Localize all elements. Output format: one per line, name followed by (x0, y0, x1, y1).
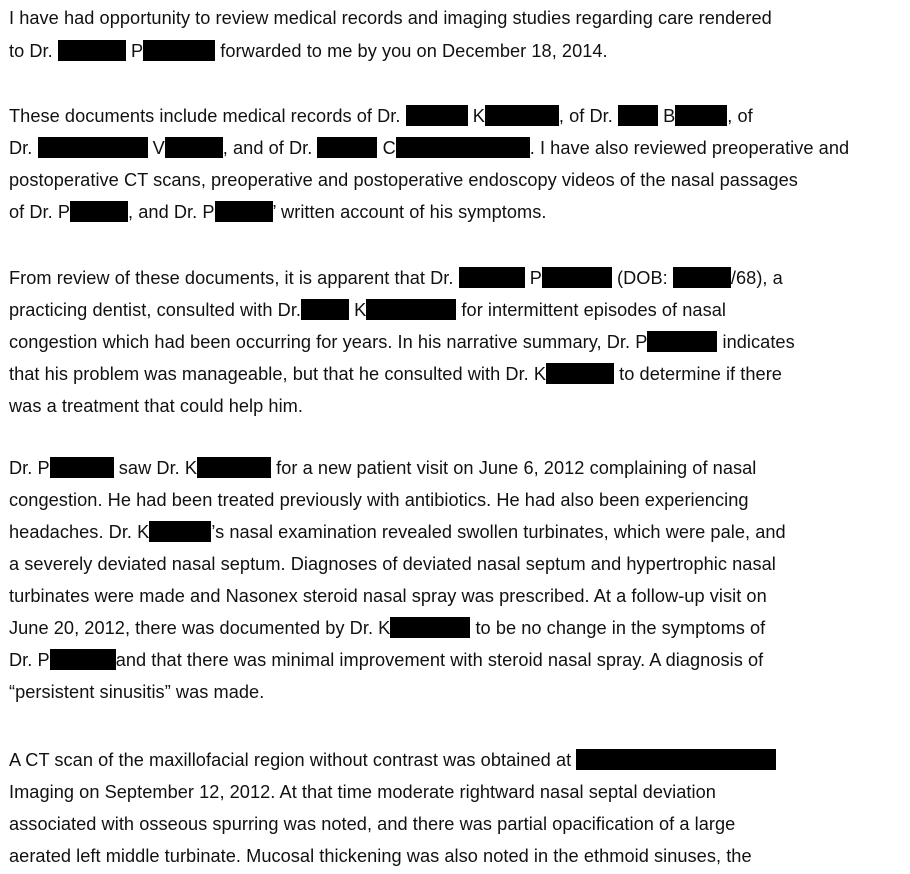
line-text: , of (727, 106, 753, 126)
line-text: From review of these documents, it is apparent that Dr. (9, 268, 459, 288)
redaction-bar (38, 137, 148, 158)
redaction-bar (317, 137, 377, 158)
text-line (9, 35, 608, 67)
redaction-bar (675, 105, 727, 126)
line-text: for intermittent episodes of nasal (456, 300, 726, 320)
redaction-bar (215, 201, 273, 222)
text-line (9, 612, 765, 644)
line-text: V (147, 138, 165, 158)
redaction-bar (647, 331, 717, 352)
text-line (9, 132, 849, 164)
line-text: K (467, 106, 485, 126)
text-line (9, 676, 264, 708)
line-text: and that there was minimal improvement with steroid nasal spray. A diagnosis of (115, 650, 764, 670)
text-line (9, 484, 749, 516)
line-text: associated with osseous spurring was noted, and there was partial opacification of a large (9, 814, 736, 834)
line-text: A CT scan of the maxillofacial region without contrast was obtained at (9, 750, 577, 770)
redaction-bar (618, 105, 658, 126)
line-text: to determine if there (614, 364, 782, 384)
line-text: C (377, 138, 396, 158)
redaction-bar (197, 457, 271, 478)
text-line (9, 580, 767, 612)
line-text: ’ written account of his symptoms. (272, 202, 547, 222)
text-line (9, 452, 756, 484)
line-text: . I have also reviewed preoperative and (529, 138, 850, 158)
line-text: /68), a (730, 268, 783, 288)
line-text: of Dr. P (9, 202, 71, 222)
line-text: B (657, 106, 676, 126)
redaction-bar (58, 40, 126, 61)
text-line (9, 164, 798, 196)
redaction-bar (546, 363, 614, 384)
line-text: postoperative CT scans, preoperative and postoperative endoscopy videos of the nasal passages (9, 170, 798, 190)
redaction-bar (406, 105, 468, 126)
line-text: to be no change in the symptoms of (470, 618, 766, 638)
line-text: Dr. P (9, 650, 50, 670)
line-text: , and Dr. P (128, 202, 215, 222)
line-text: practicing dentist, consulted with Dr. (9, 300, 302, 320)
text-line (9, 390, 303, 422)
line-text: for a new patient visit on June 6, 2012 complaining of nasal (271, 458, 757, 478)
line-text: to Dr. (9, 41, 58, 61)
redaction-bar (390, 617, 470, 638)
redaction-bar (165, 137, 223, 158)
text-line (9, 744, 776, 776)
line-text: congestion. He had been treated previously with antibiotics. He had also been experiencing (9, 490, 749, 510)
redaction-bar (576, 749, 776, 770)
text-line (9, 2, 772, 34)
redaction-bar (70, 201, 128, 222)
line-text: , of Dr. (558, 106, 618, 126)
text-line (9, 776, 716, 808)
text-line (9, 358, 782, 390)
text-line (9, 294, 726, 326)
text-line (9, 100, 753, 132)
line-text: (DOB: (611, 268, 673, 288)
line-text: aerated left middle turbinate. Mucosal thickening was also noted in the ethmoid sinuses, the (9, 846, 752, 866)
line-text: “persistent sinusitis” was made. (9, 682, 265, 702)
text-line (9, 196, 546, 228)
line-text: congestion which had been occurring for years. In his narrative summary, Dr. P (9, 332, 648, 352)
redaction-bar (396, 137, 530, 158)
line-text: headaches. Dr. K (9, 522, 150, 542)
redaction-bar (366, 299, 456, 320)
redaction-bar (301, 299, 349, 320)
text-line (9, 326, 795, 358)
line-text: Imaging on September 12, 2012. At that time moderate rightward nasal septal deviation (9, 782, 716, 802)
line-text: Dr. P (9, 458, 50, 478)
line-text: saw Dr. K (113, 458, 198, 478)
text-line (9, 548, 776, 580)
text-line (9, 516, 786, 548)
line-text: These documents include medical records of Dr. (9, 106, 406, 126)
line-text: June 20, 2012, there was documented by Dr. K (9, 618, 391, 638)
line-text: was a treatment that could help him. (9, 396, 303, 416)
line-text: turbinates were made and Nasonex steroid nasal spray was prescribed. At a follow-up visit on (9, 586, 767, 606)
redaction-bar (149, 521, 211, 542)
redaction-bar (542, 267, 612, 288)
line-text: P (524, 268, 542, 288)
redaction-bar (50, 457, 114, 478)
redaction-bar (50, 649, 116, 670)
line-text: P (125, 41, 144, 61)
line-text: Dr. (9, 138, 38, 158)
line-text: , and of Dr. (222, 138, 318, 158)
line-text: a severely deviated nasal septum. Diagnoses of deviated nasal septum and hypertrophic nasal (9, 554, 776, 574)
text-line (9, 262, 783, 294)
line-text: I have had opportunity to review medical records and imaging studies regarding care rendered (9, 8, 772, 28)
redaction-bar (485, 105, 559, 126)
redaction-bar (459, 267, 525, 288)
redaction-bar (673, 267, 731, 288)
text-line (9, 644, 763, 676)
text-line (9, 840, 752, 872)
line-text: ’s nasal examination revealed swollen turbinates, which were pale, and (211, 522, 786, 542)
line-text: that his problem was manageable, but that he consulted with Dr. K (9, 364, 547, 384)
text-line (9, 808, 735, 840)
line-text: indicates (717, 332, 795, 352)
line-text: forwarded to me by you on December 18, 2014. (215, 41, 608, 61)
line-text: K (349, 300, 367, 320)
redaction-bar (143, 40, 215, 61)
